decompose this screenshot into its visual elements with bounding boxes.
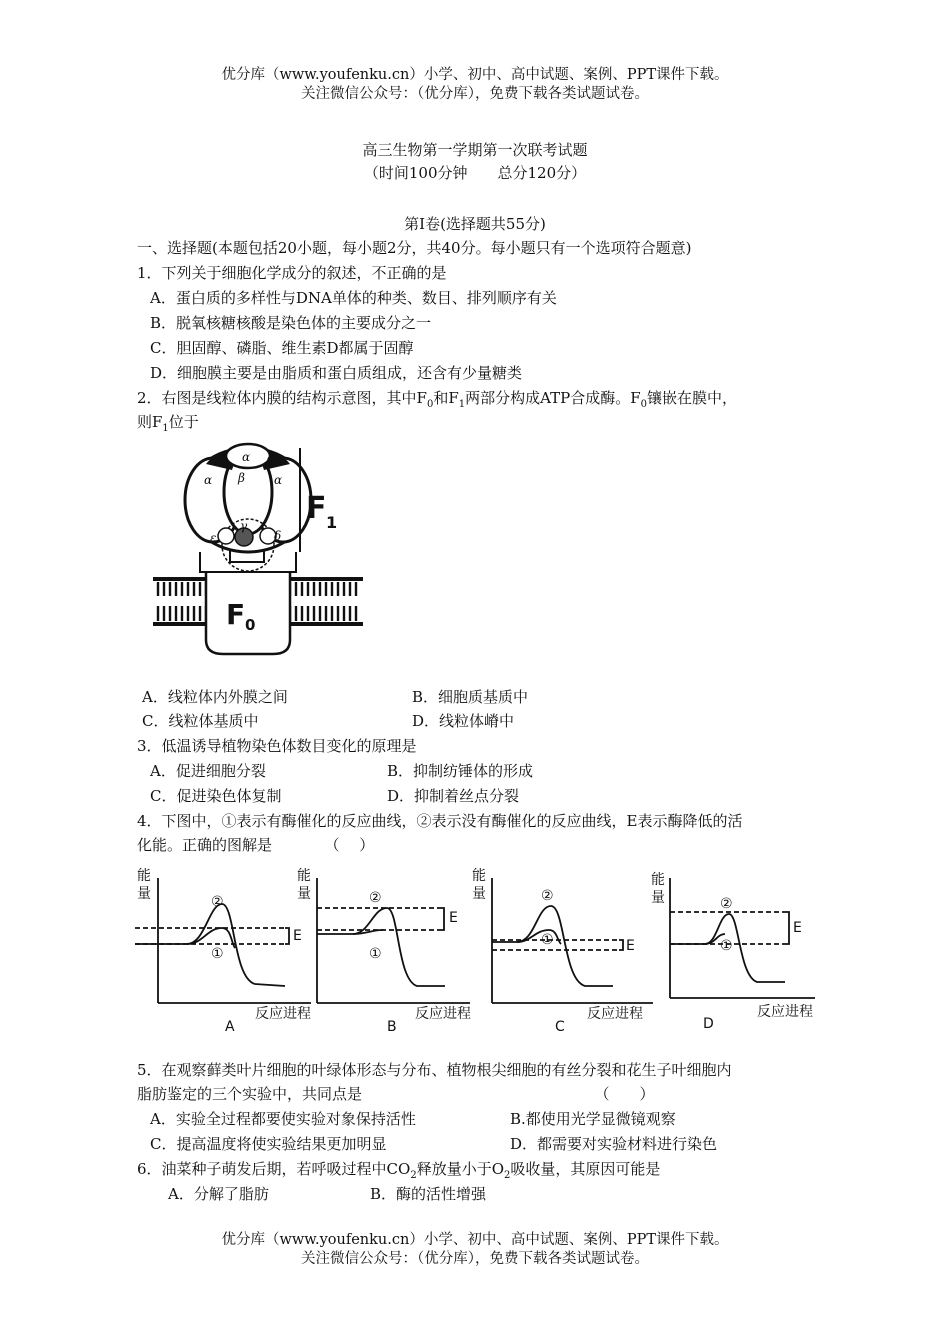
panel-c-ylabel-1: 能 — [472, 868, 486, 884]
q2-option-b: B．细胞质基质中 — [412, 688, 529, 706]
panel-d-e: E — [793, 920, 802, 936]
fig-label-alpha-right: α — [274, 473, 283, 487]
panel-a-xlabel: 反应进程 — [255, 1006, 311, 1022]
q5-stem-line1: 5．在观察藓类叶片细胞的叶绿体形态与分布、植物根尖细胞的有丝分裂和花生子叶细胞内 — [137, 1061, 732, 1079]
q4-stem-line1: 4．下图中，①表示有酶催化的反应曲线，②表示没有酶催化的反应曲线，E表示酶降低的活 — [137, 812, 743, 830]
q1-option-c: C．胆固醇、磷脂、维生素D都属于固醇 — [150, 339, 414, 357]
q5-stem-line2: 脂肪鉴定的三个实验中，共同点是 （ ） — [137, 1085, 655, 1103]
panel-a-curve2: ② — [211, 894, 224, 910]
fig-label-f0: F — [226, 598, 246, 631]
exam-title: 高三生物第一学期第一次联考试题 — [362, 141, 588, 159]
q1-option-b: B．脱氧核糖核酸是染色体的主要成分之一 — [150, 314, 432, 332]
q2-stem-line1: 2．右图是线粒体内膜的结构示意图，其中$F_0$和$F_1$两部分构成ATP合成酶。$F_0$镶嵌在膜中， — [137, 389, 738, 410]
q6-option-b: B．酶的活性增强 — [370, 1185, 487, 1203]
q2-option-d: D．线粒体嵴中 — [412, 712, 515, 730]
panel-b — [317, 878, 470, 1003]
fig-label-f1-sub: 1 — [326, 513, 338, 532]
q3-stem: 3．低温诱导植物染色体数目变化的原理是 — [137, 737, 417, 755]
q3-option-a: A．促进细胞分裂 — [150, 762, 266, 780]
panel-b-ylabel-2: 量 — [297, 886, 311, 902]
q3-option-d: D．抑制着丝点分裂 — [387, 787, 520, 805]
fig-label-f0-sub: 0 — [245, 616, 256, 634]
panel-b-e: E — [449, 910, 458, 926]
panel-c-curve2: ② — [541, 888, 554, 904]
panel-b-ylabel-1: 能 — [297, 868, 311, 884]
site-header-line1: 优分库（www.youfenku.cn）小学、初中、高中试题、案例、PPT课件下载。 — [221, 67, 729, 83]
fig-label-beta-right: β — [266, 455, 273, 469]
q3-option-c: C．促进染色体复制 — [150, 787, 282, 805]
q1-option-d: D．细胞膜主要是由脂质和蛋白质组成，还含有少量糖类 — [150, 364, 523, 382]
panel-a-ylabel-1: 能 — [137, 868, 151, 884]
panel-d-curve2: ② — [720, 896, 733, 912]
panel-c-letter: C — [555, 1019, 565, 1035]
panel-d-curve1: ① — [720, 938, 733, 954]
fig-label-f1: F — [306, 491, 327, 526]
panel-d-ylabel-2: 量 — [651, 890, 665, 906]
site-header-line2: 关注微信公众号：（优分库），免费下载各类试题试卷。 — [301, 86, 649, 102]
panel-a-ylabel-2: 量 — [137, 886, 151, 902]
q5-option-d: D．都需要对实验材料进行染色 — [510, 1135, 718, 1153]
panel-c-curve1: ① — [541, 932, 554, 948]
q2-stem-line2: 则$F_1$位于 — [137, 413, 199, 434]
q1-stem: 1．下列关于细胞化学成分的叙述，不正确的是 — [137, 264, 447, 282]
fig-label-beta-center: β — [238, 471, 245, 485]
site-footer-line1: 优分库（www.youfenku.cn）小学、初中、高中试题、案例、PPT课件下载。 — [221, 1232, 729, 1248]
fig-label-epsilon: ε — [210, 531, 217, 545]
q2-option-c: C．线粒体基质中 — [142, 712, 259, 730]
q5-option-b: B.都使用光学显微镜观察 — [510, 1110, 676, 1128]
panel-d-letter: D — [703, 1016, 714, 1032]
q3-option-b: B．抑制纺锤体的形成 — [387, 762, 534, 780]
q4-stem-line2: 化能。正确的图解是 （ ） — [137, 836, 375, 854]
fig-label-delta: δ — [274, 529, 282, 543]
site-footer-line2: 关注微信公众号：（优分库），免费下载各类试题试卷。 — [301, 1251, 649, 1267]
part-title: 第Ⅰ卷(选择题共55分) — [404, 215, 546, 233]
fig-label-gamma: γ — [240, 519, 248, 533]
panel-c-e: E — [626, 938, 635, 954]
q6-stem: 6．油菜种子萌发后期，若呼吸过程中$CO_2$释放量小于$O_2$吸收量，其原因可能是 — [137, 1160, 661, 1181]
q4-energy-charts — [125, 858, 820, 1043]
q5-option-c: C．提高温度将使实验结果更加明显 — [150, 1135, 387, 1153]
panel-a-letter: A — [225, 1019, 235, 1035]
panel-c-ylabel-2: 量 — [472, 886, 486, 902]
atp-synthase-figure — [148, 440, 368, 662]
panel-b-xlabel: 反应进程 — [415, 1006, 471, 1022]
fig-label-alpha-top: α — [242, 450, 251, 464]
panel-d — [670, 878, 815, 998]
q2-option-a: A．线粒体内外膜之间 — [142, 688, 288, 706]
panel-b-curve2: ② — [369, 890, 382, 906]
panel-a-curve1: ① — [211, 946, 224, 962]
q6-option-a: A．分解了脂肪 — [168, 1185, 269, 1203]
panel-b-curve1: ① — [369, 946, 382, 962]
panel-b-letter: B — [387, 1019, 397, 1035]
fig-label-alpha-left: α — [204, 473, 213, 487]
q1-option-a: A．蛋白质的多样性与DNA单体的种类、数目、排列顺序有关 — [150, 289, 557, 307]
exam-subtitle: （时间100分钟 总分120分） — [363, 164, 587, 182]
panel-a-e: E — [293, 928, 302, 944]
panel-c-xlabel: 反应进程 — [587, 1006, 643, 1022]
q5-option-a: A．实验全过程都要使实验对象保持活性 — [150, 1110, 416, 1128]
panel-d-ylabel-1: 能 — [651, 872, 665, 888]
panel-d-xlabel: 反应进程 — [757, 1004, 813, 1020]
section-title: 一、选择题(本题包括20小题，每小题2分，共40分。每小题只有一个选项符合题意) — [137, 239, 692, 257]
